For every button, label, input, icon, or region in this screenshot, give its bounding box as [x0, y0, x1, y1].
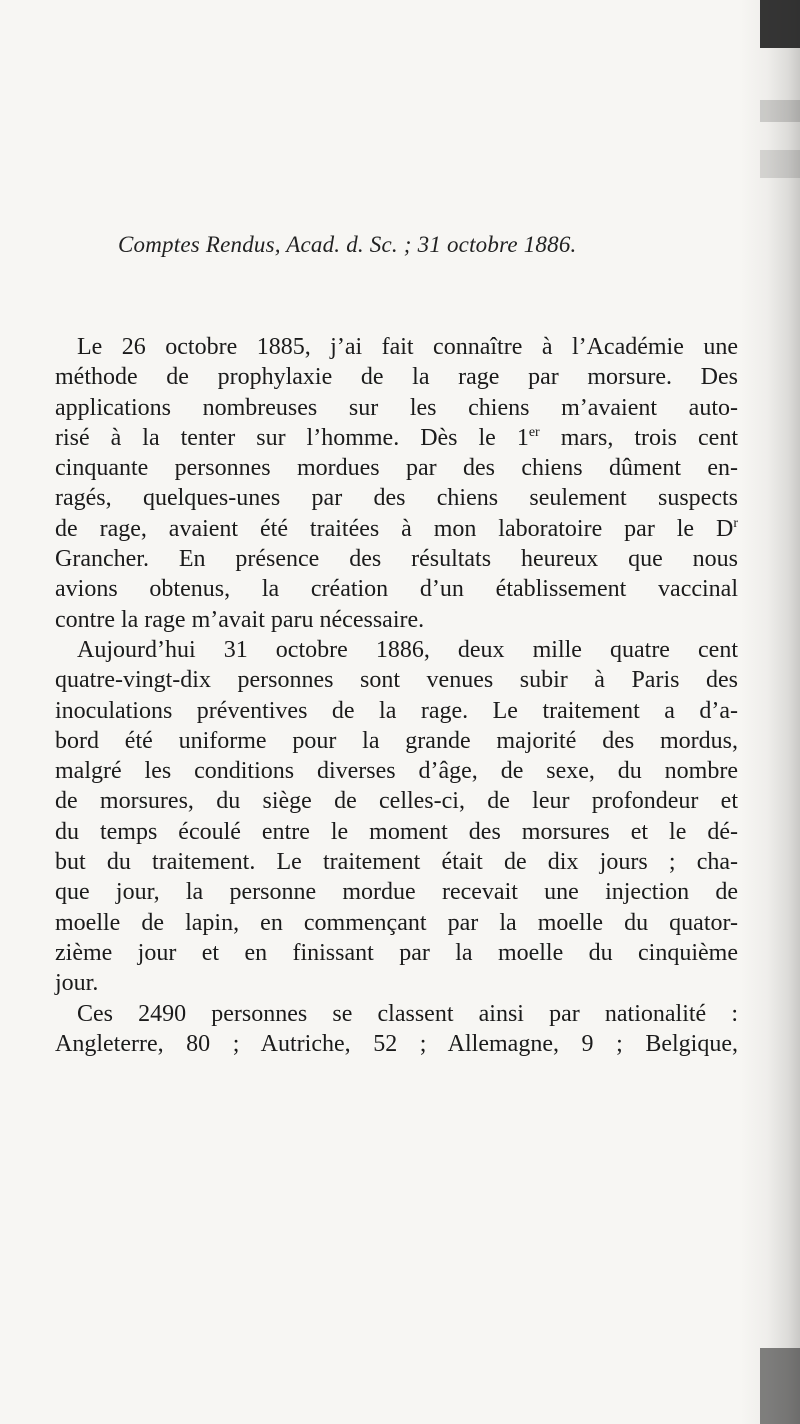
text-segment: risé à la tenter sur l’homme. Dès le 1 — [55, 424, 529, 451]
paragraph — [55, 635, 738, 999]
text-line: Grancher. En présence des résultats heureux que nous — [55, 546, 738, 573]
text-line: malgré les conditions diverses d’âge, de sexe, du nombre — [55, 758, 738, 785]
text-line: moelle de lapin, en commençant par la moelle du quator- — [55, 909, 738, 936]
page-edge-mark — [760, 1348, 800, 1424]
text-line: de morsures, du siège de celles-ci, de leur profondeur et — [55, 788, 738, 815]
superscript: r — [733, 515, 738, 531]
text-line: ragés, quelques-unes par des chiens seulement suspects — [55, 485, 738, 512]
text-segment: mars, trois cent — [539, 424, 738, 451]
text-line — [55, 514, 738, 544]
text-line: Angleterre, 80 ; Autriche, 52 ; Allemagne, 9 ; Belgique, — [55, 1030, 738, 1057]
text-line: Le 26 octobre 1885, j’ai fait connaître à l’Académie une — [77, 334, 738, 360]
page-edge-mark — [760, 150, 800, 178]
text-line: inoculations préventives de la rage. Le traitement a d’a- — [55, 697, 738, 724]
page-edge-mark — [760, 100, 800, 122]
text-line: Aujourd’hui 31 octobre 1886, deux mille quatre cent — [77, 636, 738, 663]
paragraph — [55, 332, 738, 635]
text-line: applications nombreuses sur les chiens m’avaient auto- — [55, 394, 738, 421]
text-line: jour. — [55, 970, 99, 997]
text-line: méthode de prophylaxie de la rage par morsure. Des — [55, 364, 738, 391]
text-line: zième jour et en finissant par la moelle du cinquième — [55, 939, 738, 966]
text-line: quatre-vingt-dix personnes sont venues subir à Paris des — [55, 667, 738, 694]
body-text — [55, 332, 738, 1059]
text-line — [55, 423, 738, 453]
paragraph — [55, 999, 738, 1060]
page-edge-shadow — [740, 0, 800, 1424]
text-line: bord été uniforme pour la grande majorité des mordus, — [55, 727, 738, 754]
text-segment: de rage, avaient été traitées à mon laboratoire par le D — [55, 515, 734, 542]
text-line: avions obtenus, la création d’un établissement vaccinal — [55, 576, 738, 603]
text-line: contre la rage m’avait paru nécessaire. — [55, 606, 425, 633]
page-edge-mark — [760, 0, 800, 48]
text-line: cinquante personnes mordues par des chiens dûment en- — [55, 455, 738, 482]
citation-header: Comptes Rendus, Acad. d. Sc. ; 31 octobre 1886. — [118, 232, 577, 257]
text-line: Ces 2490 personnes se classent ainsi par nationalité : — [77, 1000, 738, 1027]
text-line: but du traitement. Le traitement était de dix jours ; cha- — [55, 849, 738, 876]
superscript: er — [528, 424, 540, 440]
text-line: du temps écoulé entre le moment des morsures et le dé- — [55, 818, 738, 845]
text-line: que jour, la personne mordue recevait une injection de — [55, 879, 738, 906]
